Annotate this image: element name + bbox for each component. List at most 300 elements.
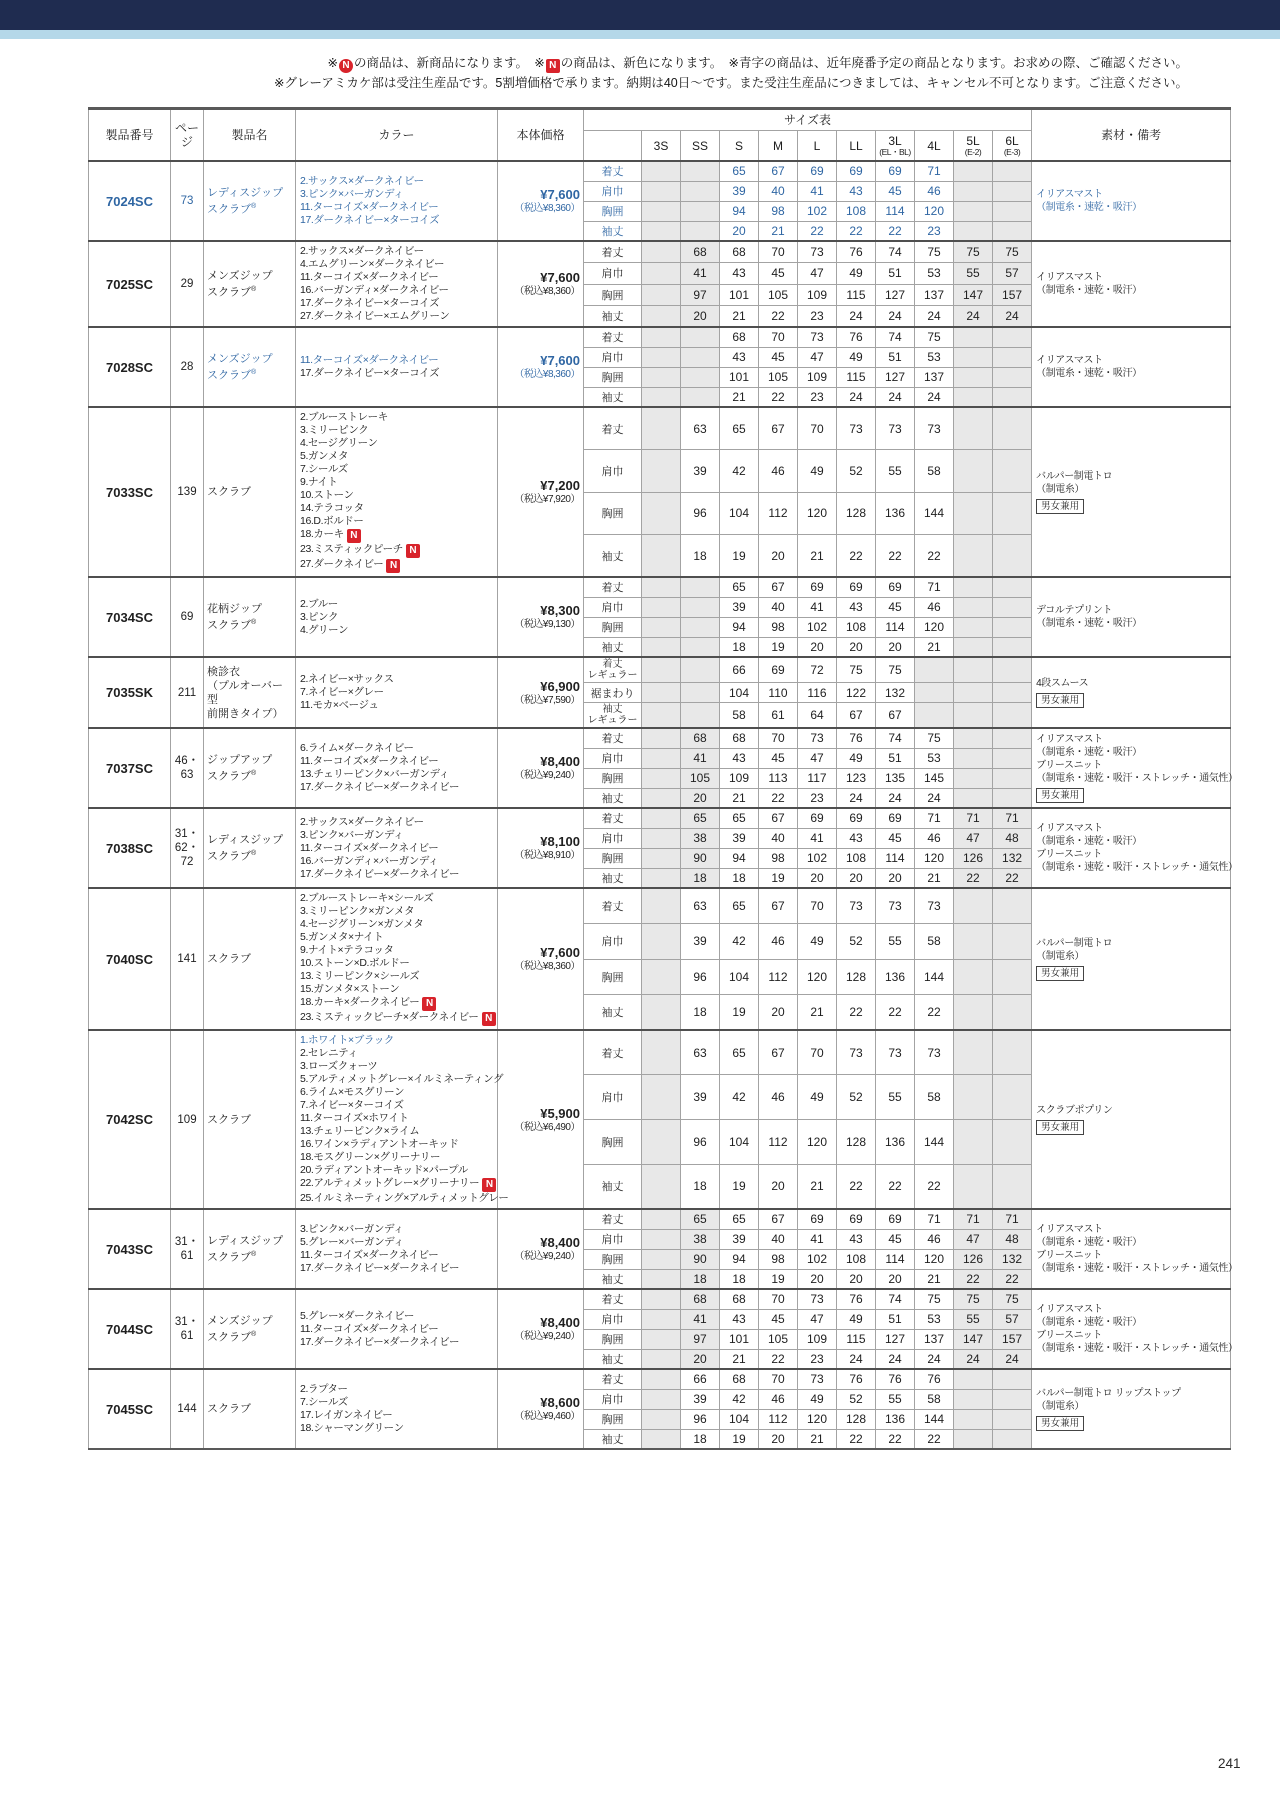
- size-value-L: 70: [798, 407, 837, 450]
- measure-label: 袖丈: [584, 637, 642, 657]
- size-value-LL: 22: [837, 995, 876, 1031]
- size-value-LL: 20: [837, 868, 876, 888]
- size-value-6L: [993, 161, 1032, 181]
- size-value-SS: [681, 387, 720, 407]
- product-number: 7037SC: [89, 728, 171, 808]
- size-value-6L: 57: [993, 263, 1032, 285]
- product-row-7042SC: [89, 1030, 1231, 1075]
- size-value-LL: 76: [837, 241, 876, 263]
- size-value-S: 65: [720, 161, 759, 181]
- registered-mark: ®: [251, 849, 257, 857]
- material-notes: [1032, 657, 1231, 728]
- color-option: 5.ガンメタ×ナイト: [300, 931, 384, 943]
- measure-label: 胸囲: [584, 768, 642, 788]
- size-value-3L: 136: [876, 492, 915, 535]
- size-value-3S: [642, 1120, 681, 1165]
- size-value-LL: 22: [837, 1164, 876, 1209]
- material-line: イリアスマスト: [1036, 355, 1103, 366]
- size-value-3L: 55: [876, 1075, 915, 1120]
- measure-label: 胸囲: [584, 1120, 642, 1165]
- size-value-5L: [954, 1409, 993, 1429]
- size-value-SS: [681, 367, 720, 387]
- product-number: 7034SC: [89, 577, 171, 657]
- size-value-3L: 22: [876, 1164, 915, 1209]
- product-row-7044SC: [89, 1289, 1231, 1309]
- size-value-6L: [993, 788, 1032, 808]
- color-option: 16.バーガンディ×バーガンディ: [300, 854, 439, 867]
- size-value-3L: 69: [876, 577, 915, 597]
- size-value-SS: [681, 221, 720, 241]
- color-option: 2.ラプター: [300, 1383, 348, 1395]
- new-product-badge: N: [339, 59, 353, 73]
- size-value-5L: [954, 387, 993, 407]
- product-name: メンズジップ スクラブ®: [204, 241, 296, 327]
- size-value-3L: 55: [876, 1389, 915, 1409]
- size-value-S: 42: [720, 1389, 759, 1409]
- size-value-6L: [993, 597, 1032, 617]
- product-color-list: [296, 1289, 498, 1369]
- product-page-ref: 109: [171, 1030, 204, 1209]
- size-value-SS: 68: [681, 241, 720, 263]
- size-value-LL: 73: [837, 407, 876, 450]
- registered-mark: ®: [251, 618, 257, 626]
- size-value-M: 19: [759, 637, 798, 657]
- price-main: ¥8,400: [540, 754, 580, 769]
- material-line: （制電糸・速乾・吸汗・ストレッチ・通気性）: [1036, 1263, 1238, 1274]
- price-tax-included: （税込¥7,590）: [514, 694, 580, 706]
- size-value-4L: 137: [915, 367, 954, 387]
- size-value-6L: 24: [993, 1349, 1032, 1369]
- color-option: 17.ダークネイビー×ダークネイビー: [300, 1262, 460, 1274]
- size-value-3L: 22: [876, 221, 915, 241]
- size-value-L: 69: [798, 577, 837, 597]
- color-option: 3.ピンク: [300, 610, 339, 623]
- measure-label: 肩巾: [584, 828, 642, 848]
- size-value-S: 19: [720, 535, 759, 578]
- product-row-7024SC: [89, 161, 1231, 181]
- new-color-badge: N: [406, 544, 420, 558]
- size-value-LL: 115: [837, 284, 876, 306]
- registered-mark: ®: [251, 202, 257, 210]
- material-line: （制電糸・速乾・吸汗）: [1036, 1317, 1142, 1328]
- size-value-4L: 23: [915, 221, 954, 241]
- size-value-6L: [993, 492, 1032, 535]
- size-value-L: 69: [798, 808, 837, 828]
- size-value-6L: 157: [993, 284, 1032, 306]
- size-value-4L: 58: [915, 1389, 954, 1409]
- size-value-3S: [642, 241, 681, 263]
- price-tax-included: （税込¥9,240）: [514, 1251, 580, 1262]
- size-value-S: 109: [720, 768, 759, 788]
- product-page-ref: 211: [171, 657, 204, 728]
- color-option: 1.ホワイト×ブラック: [300, 1034, 394, 1046]
- size-value-M: 70: [759, 241, 798, 263]
- size-value-LL: 73: [837, 1030, 876, 1075]
- size-value-3S: [642, 828, 681, 848]
- size-value-3L: 51: [876, 748, 915, 768]
- measure-label: 着丈: [584, 407, 642, 450]
- size-value-SS: 63: [681, 407, 720, 450]
- size-value-L: 41: [798, 1229, 837, 1249]
- size-value-6L: [993, 703, 1032, 729]
- size-value-M: 45: [759, 748, 798, 768]
- size-value-S: 65: [720, 1030, 759, 1075]
- color-option: 11.ターコイズ×ホワイト: [300, 1112, 409, 1124]
- size-value-4L: 22: [915, 535, 954, 578]
- product-price: [498, 1209, 584, 1289]
- color-option: 17.ダークネイビー×ターコイズ: [300, 214, 440, 226]
- size-value-L: 47: [798, 347, 837, 367]
- size-value-5L: [954, 924, 993, 960]
- size-value-4L: 73: [915, 1030, 954, 1075]
- size-value-M: 22: [759, 1349, 798, 1369]
- size-value-4L: 75: [915, 327, 954, 347]
- measure-label: 袖丈: [584, 1164, 642, 1209]
- price-tax-included: （税込¥8,360）: [514, 203, 580, 214]
- size-value-S: 39: [720, 597, 759, 617]
- size-value-M: 98: [759, 1249, 798, 1269]
- color-option: 2.サックス×ダークネイビー: [300, 245, 424, 257]
- price-main: ¥5,900: [540, 1105, 580, 1121]
- size-value-3L: 135: [876, 768, 915, 788]
- unisex-badge-wrap: [1036, 1117, 1226, 1135]
- size-value-4L: 75: [915, 1289, 954, 1309]
- product-page-ref: 69: [171, 577, 204, 657]
- size-value-SS: 41: [681, 1309, 720, 1329]
- size-value-SS: 38: [681, 828, 720, 848]
- size-value-M: 67: [759, 808, 798, 828]
- registered-mark: ®: [251, 368, 257, 376]
- new-color-badge: N: [422, 997, 436, 1011]
- header-material: 素材・備考: [1032, 109, 1231, 162]
- size-value-4L: 22: [915, 1429, 954, 1449]
- size-value-S: 39: [720, 181, 759, 201]
- size-value-SS: 18: [681, 1269, 720, 1289]
- size-value-5L: [954, 1075, 993, 1120]
- size-value-LL: 49: [837, 263, 876, 285]
- product-number: 7035SK: [89, 657, 171, 728]
- color-option: 4.セージグリーン: [300, 437, 378, 449]
- size-value-SS: 39: [681, 1389, 720, 1409]
- size-value-SS: 90: [681, 848, 720, 868]
- product-row-7037SC: [89, 728, 1231, 748]
- product-price: [498, 657, 584, 728]
- measure-label: 胸囲: [584, 848, 642, 868]
- product-row-7045SC: [89, 1369, 1231, 1389]
- size-value-SS: 90: [681, 1249, 720, 1269]
- size-value-6L: 48: [993, 1229, 1032, 1249]
- size-value-6L: [993, 888, 1032, 924]
- size-value-LL: 69: [837, 577, 876, 597]
- measure-label: 着丈: [584, 1289, 642, 1309]
- size-value-3S: [642, 284, 681, 306]
- size-value-M: 22: [759, 306, 798, 328]
- size-value-5L: [954, 597, 993, 617]
- size-value-L: 21: [798, 1429, 837, 1449]
- size-value-LL: 73: [837, 888, 876, 924]
- header-price: 本体価格: [498, 109, 584, 162]
- price-tax-included: （税込¥8,360）: [514, 369, 580, 380]
- material-notes: [1032, 1369, 1231, 1449]
- size-value-M: 98: [759, 617, 798, 637]
- size-value-LL: 24: [837, 306, 876, 328]
- size-value-6L: [993, 387, 1032, 407]
- color-option: 17.レイガンネイビー: [300, 1409, 393, 1421]
- size-value-4L: 22: [915, 995, 954, 1031]
- size-value-3S: [642, 848, 681, 868]
- measure-label: 袖丈: [584, 306, 642, 328]
- size-value-4L: 144: [915, 959, 954, 995]
- size-value-6L: 157: [993, 1329, 1032, 1349]
- size-value-6L: [993, 683, 1032, 703]
- size-value-SS: 63: [681, 888, 720, 924]
- size-value-5L: 71: [954, 1209, 993, 1229]
- product-price: [498, 728, 584, 808]
- size-value-S: 21: [720, 788, 759, 808]
- size-value-S: 58: [720, 703, 759, 729]
- measure-label: 着丈: [584, 888, 642, 924]
- size-value-5L: [954, 1429, 993, 1449]
- size-value-4L: 71: [915, 1209, 954, 1229]
- size-value-6L: 75: [993, 241, 1032, 263]
- size-value-LL: 20: [837, 637, 876, 657]
- size-value-L: 116: [798, 683, 837, 703]
- product-name: スクラブ: [204, 407, 296, 577]
- color-option: 16.バーガンディ×ダークネイビー: [300, 284, 449, 296]
- size-value-M: 19: [759, 1269, 798, 1289]
- measure-label: 袖丈: [584, 1429, 642, 1449]
- size-value-4L: 58: [915, 450, 954, 493]
- size-value-S: 68: [720, 327, 759, 347]
- size-value-5L: 22: [954, 868, 993, 888]
- size-value-L: 49: [798, 924, 837, 960]
- size-value-3L: 24: [876, 788, 915, 808]
- size-value-4L: [915, 657, 954, 683]
- unisex-badge-wrap: [1036, 963, 1226, 981]
- product-page-ref: 28: [171, 327, 204, 407]
- size-value-S: 65: [720, 1209, 759, 1229]
- header-name: 製品名: [204, 109, 296, 162]
- size-value-3S: [642, 161, 681, 181]
- size-value-SS: [681, 161, 720, 181]
- color-option: 10.ストーン×D.ボルドー: [300, 957, 410, 969]
- size-value-5L: [954, 888, 993, 924]
- size-value-3L: 73: [876, 888, 915, 924]
- size-value-S: 18: [720, 868, 759, 888]
- size-value-3L: 74: [876, 327, 915, 347]
- size-value-M: 20: [759, 1164, 798, 1209]
- size-value-SS: 41: [681, 263, 720, 285]
- measure-label: 胸囲: [584, 367, 642, 387]
- product-color-list: [296, 577, 498, 657]
- size-value-SS: [681, 617, 720, 637]
- size-value-4L: 46: [915, 828, 954, 848]
- size-column-header-SS: SS: [681, 131, 720, 162]
- size-value-LL: 75: [837, 657, 876, 683]
- size-value-SS: 63: [681, 1030, 720, 1075]
- size-value-M: 105: [759, 367, 798, 387]
- size-value-5L: [954, 577, 993, 597]
- size-value-5L: 75: [954, 241, 993, 263]
- size-value-L: 20: [798, 868, 837, 888]
- size-value-M: 40: [759, 828, 798, 848]
- header-notes: [0, 53, 1280, 93]
- size-value-3L: 127: [876, 367, 915, 387]
- size-value-3S: [642, 221, 681, 241]
- color-option: 3.ピンク×バーガンディ: [300, 1223, 404, 1235]
- material-notes: [1032, 1030, 1231, 1209]
- size-value-3L: 69: [876, 808, 915, 828]
- size-value-S: 43: [720, 347, 759, 367]
- size-value-5L: [954, 995, 993, 1031]
- price-tax-included: （税込¥9,240）: [514, 1331, 580, 1342]
- product-catalog-table: [88, 107, 1238, 1450]
- color-option: 13.ミリーピンク×シールズ: [300, 970, 420, 982]
- size-value-3L: 24: [876, 387, 915, 407]
- size-value-LL: 122: [837, 683, 876, 703]
- size-value-5L: 71: [954, 808, 993, 828]
- price-main: ¥7,600: [540, 270, 580, 285]
- color-option: 11.モカ×ベージュ: [300, 699, 379, 711]
- size-column-header-3L: 3L (EL・BL): [876, 131, 915, 162]
- size-value-6L: [993, 450, 1032, 493]
- material-line: バルパー制電トロ: [1036, 938, 1113, 949]
- product-page-ref: 139: [171, 407, 204, 577]
- size-value-M: 46: [759, 1075, 798, 1120]
- price-main: ¥6,900: [540, 678, 580, 694]
- size-value-3L: 55: [876, 924, 915, 960]
- size-value-M: 70: [759, 1369, 798, 1389]
- measure-label: 肩巾: [584, 1309, 642, 1329]
- size-value-LL: 69: [837, 1209, 876, 1229]
- product-number: 7028SC: [89, 327, 171, 407]
- size-value-LL: 24: [837, 387, 876, 407]
- price-main: ¥7,600: [540, 353, 580, 368]
- unisex-badge: 男女兼用: [1036, 1120, 1084, 1135]
- measure-label-column-header: [584, 131, 642, 162]
- color-option: 10.ストーン: [300, 489, 354, 501]
- size-value-L: 73: [798, 1369, 837, 1389]
- color-option: 3.ローズクォーツ: [300, 1060, 378, 1072]
- measure-label: 肩巾: [584, 748, 642, 768]
- size-value-6L: 132: [993, 848, 1032, 868]
- size-value-SS: [681, 577, 720, 597]
- size-value-S: 19: [720, 1164, 759, 1209]
- size-value-L: 70: [798, 888, 837, 924]
- size-value-3L: 20: [876, 637, 915, 657]
- size-value-L: 102: [798, 201, 837, 221]
- size-value-S: 104: [720, 492, 759, 535]
- size-value-SS: [681, 637, 720, 657]
- size-value-6L: [993, 768, 1032, 788]
- size-value-3L: 74: [876, 728, 915, 748]
- size-value-LL: 76: [837, 1289, 876, 1309]
- size-value-4L: 58: [915, 1075, 954, 1120]
- size-value-LL: 52: [837, 1389, 876, 1409]
- size-value-3L: 136: [876, 1409, 915, 1429]
- color-option: 18.カーキ N: [300, 528, 493, 543]
- size-value-SS: [681, 657, 720, 683]
- size-value-SS: [681, 201, 720, 221]
- size-value-3L: 114: [876, 617, 915, 637]
- size-value-L: 109: [798, 1329, 837, 1349]
- size-value-M: 67: [759, 161, 798, 181]
- measure-label: 着丈: [584, 327, 642, 347]
- color-option: 2.サックス×ダークネイビー: [300, 175, 424, 187]
- color-option: 3.ピンク×バーガンディ: [300, 188, 404, 200]
- measure-label: 袖丈: [584, 1349, 642, 1369]
- size-value-3L: 22: [876, 1429, 915, 1449]
- size-value-M: 46: [759, 924, 798, 960]
- price-tax-included: （税込¥8,360）: [514, 961, 580, 972]
- size-value-M: 110: [759, 683, 798, 703]
- size-value-S: 65: [720, 888, 759, 924]
- product-name: スクラブ: [204, 1030, 296, 1209]
- size-value-3L: 136: [876, 959, 915, 995]
- catalog-table-body: [89, 161, 1238, 1449]
- material-line: （制電糸・速乾・吸汗）: [1036, 368, 1142, 379]
- size-value-6L: 71: [993, 808, 1032, 828]
- size-value-L: 120: [798, 1409, 837, 1429]
- size-value-L: 120: [798, 492, 837, 535]
- size-value-4L: 53: [915, 748, 954, 768]
- size-value-5L: [954, 347, 993, 367]
- size-value-S: 21: [720, 387, 759, 407]
- size-value-4L: 73: [915, 407, 954, 450]
- size-value-S: 20: [720, 221, 759, 241]
- size-value-3L: 22: [876, 995, 915, 1031]
- product-number: 7024SC: [89, 161, 171, 241]
- color-option: 17.ダークネイビー×ダークネイビー: [300, 867, 460, 880]
- size-value-LL: 128: [837, 959, 876, 995]
- product-number: 7038SC: [89, 808, 171, 888]
- size-value-LL: 69: [837, 161, 876, 181]
- size-value-3S: [642, 728, 681, 748]
- size-value-L: 120: [798, 1120, 837, 1165]
- unisex-badge: 男女兼用: [1036, 693, 1084, 708]
- measure-label: 袖丈: [584, 868, 642, 888]
- size-value-LL: 24: [837, 1349, 876, 1369]
- product-row-7040SC: [89, 888, 1231, 924]
- size-value-3S: [642, 1229, 681, 1249]
- size-value-L: 23: [798, 1349, 837, 1369]
- size-value-3S: [642, 1329, 681, 1349]
- measure-label: 袖丈: [584, 221, 642, 241]
- size-value-5L: 126: [954, 848, 993, 868]
- price-tax-included: （税込¥9,460）: [514, 1411, 580, 1422]
- size-value-M: 67: [759, 577, 798, 597]
- size-value-5L: [954, 728, 993, 748]
- size-value-M: 20: [759, 995, 798, 1031]
- price-main: ¥8,600: [540, 1395, 580, 1410]
- size-value-5L: 126: [954, 1249, 993, 1269]
- size-value-3L: 114: [876, 201, 915, 221]
- size-value-3L: 69: [876, 1209, 915, 1229]
- material-line: ブリースニット: [1036, 760, 1102, 771]
- size-value-LL: 115: [837, 1329, 876, 1349]
- size-value-6L: [993, 1030, 1032, 1075]
- size-value-3S: [642, 201, 681, 221]
- size-value-4L: [915, 703, 954, 729]
- color-option: 5.ガンメタ: [300, 450, 349, 462]
- color-option: 4.セージグリーン×ガンメタ: [300, 918, 424, 930]
- size-value-L: 23: [798, 306, 837, 328]
- size-value-L: 41: [798, 181, 837, 201]
- size-value-3S: [642, 1249, 681, 1269]
- material-notes: [1032, 1209, 1238, 1289]
- size-value-M: 105: [759, 284, 798, 306]
- price-tax-included: （税込¥8,360）: [514, 286, 580, 297]
